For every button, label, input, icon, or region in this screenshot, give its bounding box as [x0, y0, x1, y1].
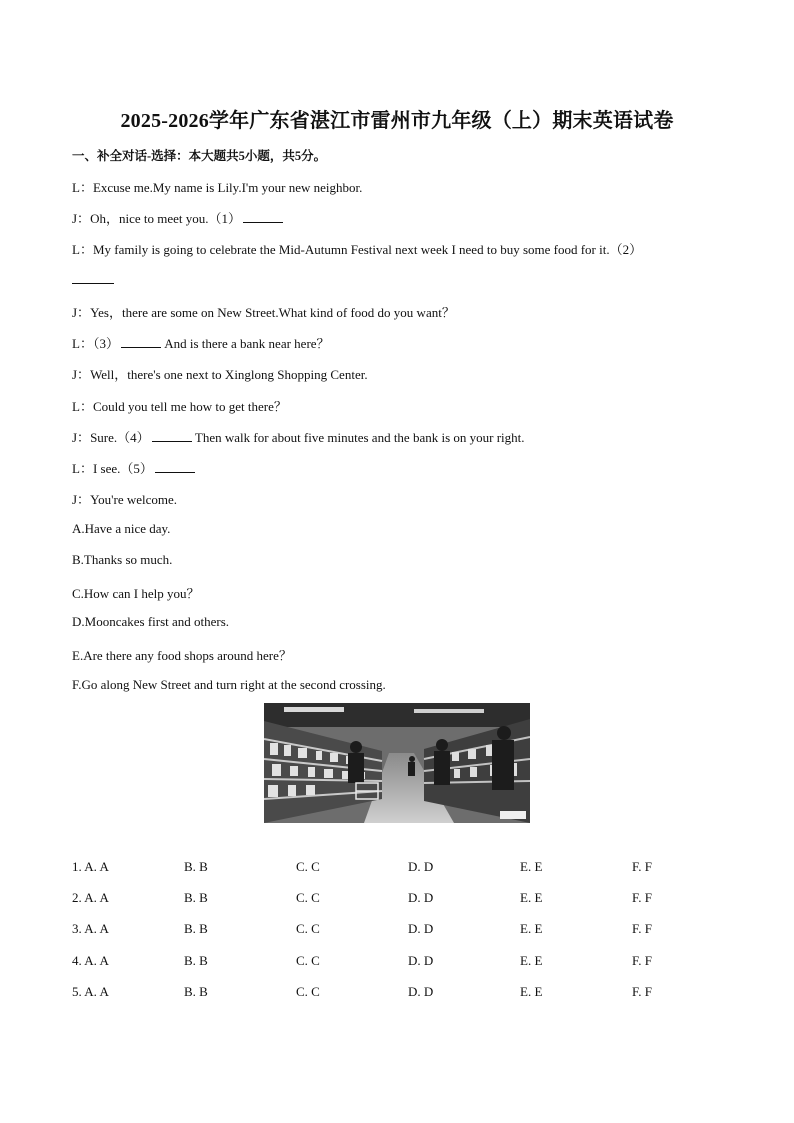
answer-blank-2[interactable] [72, 273, 114, 284]
q5-option-c[interactable]: C. C [296, 984, 320, 999]
q3-option-d[interactable]: D. D [408, 921, 434, 936]
dialogue-text: I see.（5） [92, 461, 153, 476]
q2-option-b[interactable]: B. B [184, 890, 208, 905]
dialogue-text: Could you tell me how to get there？ [92, 399, 287, 414]
dialogue-line-9 [72, 458, 195, 477]
speaker: L： [72, 336, 93, 351]
q3-option-e[interactable]: E. E [520, 921, 543, 936]
choice-a: A.Have a nice day. [72, 521, 171, 536]
q2-option-e[interactable]: E. E [520, 890, 543, 905]
speaker: L： [72, 399, 93, 414]
dialogue-line-3 [72, 239, 642, 258]
dialogue-text: （3） [92, 336, 119, 351]
dialogue-text: Oh，nice to meet you.（1） [90, 211, 241, 226]
q5-option-d[interactable]: D. D [408, 984, 434, 999]
q3-option-a[interactable]: 3. A. A [72, 921, 109, 936]
speaker: J： [72, 430, 91, 445]
speaker: J： [72, 211, 91, 226]
choice-b: B.Thanks so much. [72, 552, 173, 567]
speaker: J： [72, 367, 91, 382]
dialogue-line-8 [72, 427, 525, 446]
q2-option-d[interactable]: D. D [408, 890, 434, 905]
q4-option-f[interactable]: F. F [632, 953, 652, 968]
dialogue-text: Yes，there are some on New Street.What kind of food do you want？ [90, 305, 455, 320]
answer-blank-4[interactable] [152, 431, 192, 442]
q1-option-e[interactable]: E. E [520, 859, 543, 874]
q5-option-a[interactable]: 5. A. A [72, 984, 109, 999]
speaker: L： [72, 180, 93, 195]
q1-option-d[interactable]: D. D [408, 859, 434, 874]
supermarket-photo [264, 703, 530, 823]
dialogue-line-4 [72, 302, 455, 321]
speaker: L： [72, 242, 93, 257]
dialogue-text-after: Then walk for about five minutes and the bank is on your right. [194, 430, 525, 445]
exam-title: 2025-2026学年广东省湛江市雷州市九年级（上）期末英语试卷 [120, 110, 674, 132]
dialogue-text-after: And is there a bank near here？ [164, 336, 330, 351]
q1-option-b[interactable]: B. B [184, 859, 208, 874]
q5-option-b[interactable]: B. B [184, 984, 208, 999]
answer-blank-1[interactable] [243, 212, 283, 223]
q3-option-f[interactable]: F. F [632, 921, 652, 936]
q2-option-f[interactable]: F. F [632, 890, 652, 905]
q4-option-d[interactable]: D. D [408, 953, 434, 968]
dialogue-line-7 [72, 396, 287, 415]
dialogue-line-2 [72, 208, 283, 227]
dialogue-line-5 [72, 333, 330, 352]
q4-option-b[interactable]: B. B [184, 953, 208, 968]
dialogue-text: Sure.（4） [90, 430, 150, 445]
answer-blank-5[interactable] [155, 462, 195, 473]
q2-option-a[interactable]: 2. A. A [72, 890, 109, 905]
dialogue-line-6 [72, 364, 368, 383]
speaker: L： [72, 461, 93, 476]
dialogue-text: Excuse me.My name is Lily.I'm your new neighbor. [92, 180, 363, 195]
dialogue-text: My family is going to celebrate the Mid-Autumn Festival next week I need to buy some food for it.（2） [92, 242, 643, 257]
speaker: J： [72, 492, 91, 507]
dialogue-text: You're welcome. [90, 492, 178, 507]
q5-option-f[interactable]: F. F [632, 984, 652, 999]
answer-blank-3[interactable] [121, 337, 161, 348]
q4-option-e[interactable]: E. E [520, 953, 543, 968]
choice-c: C.How can I help you？ [72, 586, 200, 601]
q4-option-a[interactable]: 4. A. A [72, 953, 109, 968]
dialogue-text: Well，there's one next to Xinglong Shopping Center. [90, 367, 368, 382]
q1-option-c[interactable]: C. C [296, 859, 320, 874]
dialogue-line-3-cont [72, 272, 114, 288]
choice-e: E.Are there any food shops around here？ [72, 648, 292, 663]
q1-option-a[interactable]: 1. A. A [72, 859, 109, 874]
speaker: J： [72, 305, 91, 320]
q4-option-c[interactable]: C. C [296, 953, 320, 968]
q3-option-b[interactable]: B. B [184, 921, 208, 936]
q3-option-c[interactable]: C. C [296, 921, 320, 936]
q5-option-e[interactable]: E. E [520, 984, 543, 999]
choice-d: D.Mooncakes first and others. [72, 614, 230, 629]
choice-f: F.Go along New Street and turn right at the second crossing. [72, 677, 386, 692]
dialogue-line-1 [72, 177, 362, 196]
dialogue-line-10 [72, 489, 177, 508]
section-heading: 一、补全对话-选择：本大题共5小题，共5分。 [72, 149, 327, 163]
q1-option-f[interactable]: F. F [632, 859, 652, 874]
q2-option-c[interactable]: C. C [296, 890, 320, 905]
